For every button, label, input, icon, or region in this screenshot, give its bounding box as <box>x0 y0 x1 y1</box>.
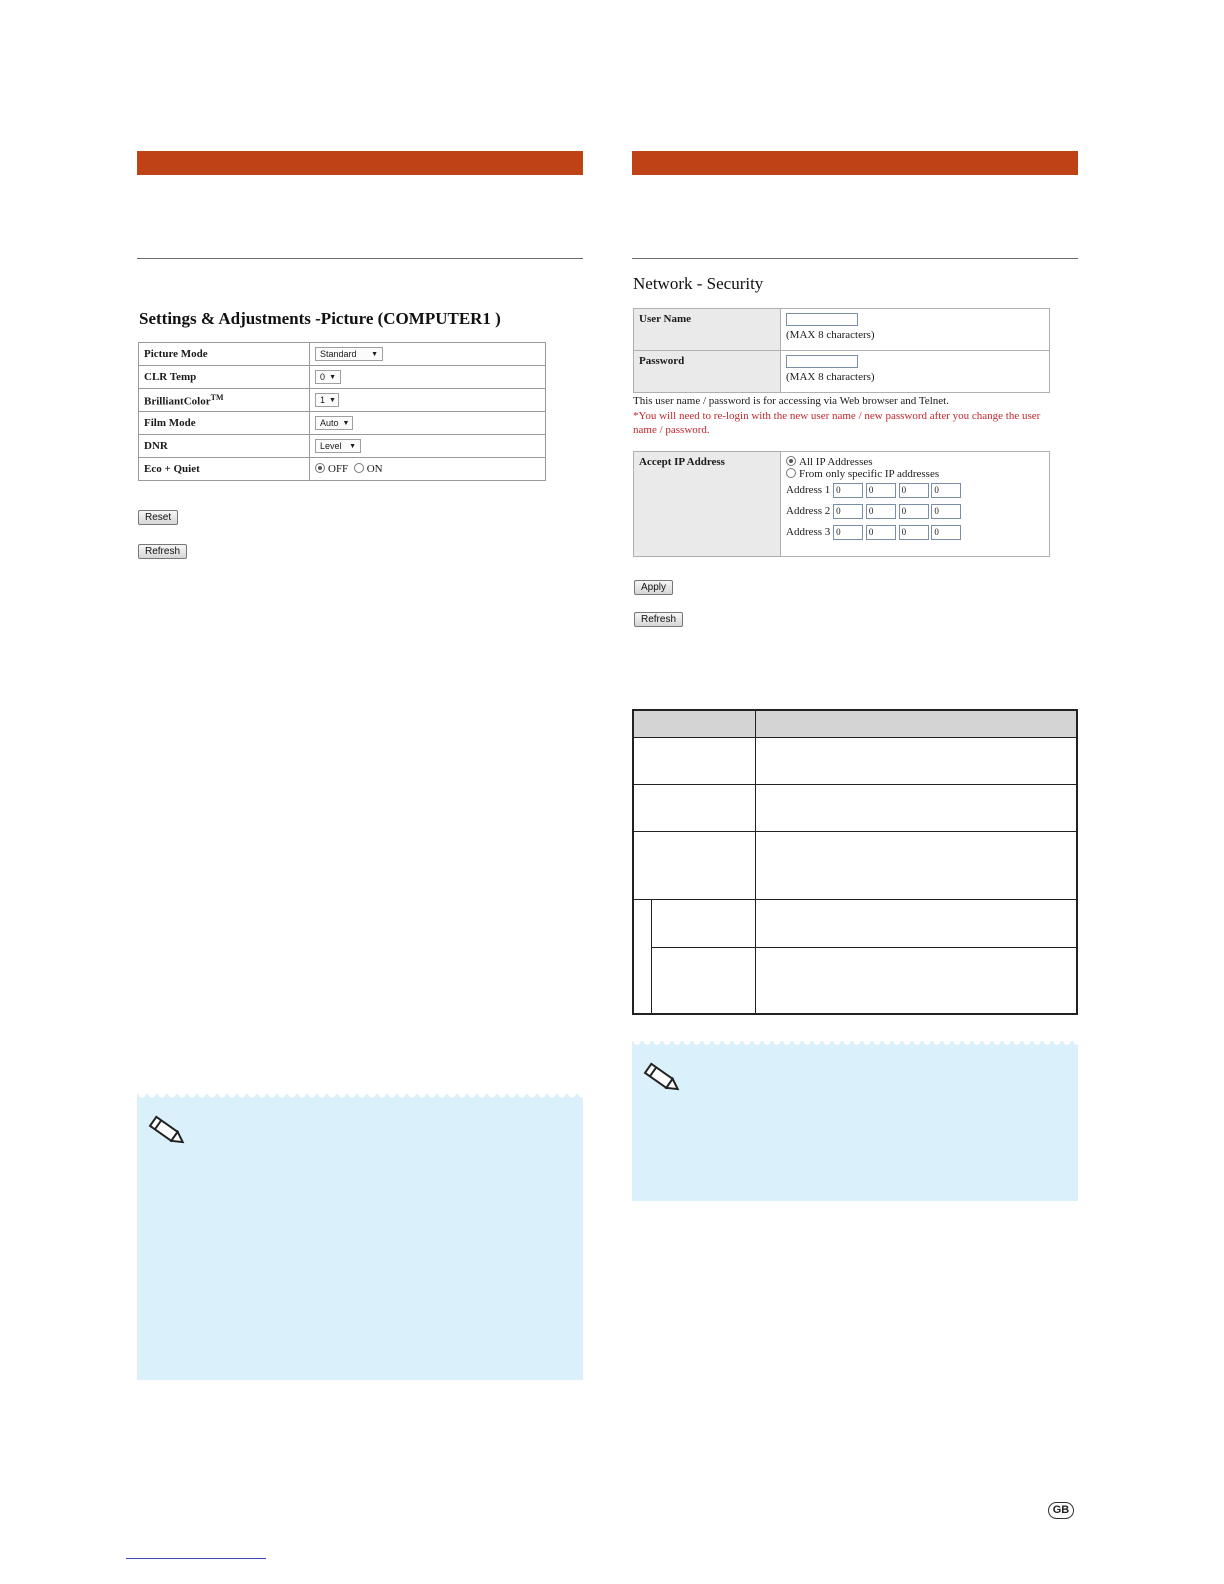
table-row <box>139 389 546 412</box>
table-row <box>634 351 1050 393</box>
description-grid <box>632 709 1078 1015</box>
refresh-button-right[interactable]: Refresh <box>634 612 683 627</box>
film-mode-value: Auto <box>320 418 339 428</box>
picture-mode-value: Standard <box>320 349 357 359</box>
credentials-info-text: This user name / password is for accessing via Web browser and Telnet. <box>633 395 949 407</box>
pencil-note-icon <box>144 1112 188 1150</box>
pencil-note-icon <box>639 1059 683 1097</box>
clr-temp-select[interactable] <box>315 370 341 384</box>
brilliantcolor-value: 1 <box>320 395 326 405</box>
ip-octet-input[interactable]: 0 <box>931 504 961 519</box>
security-page-title: Network - Security <box>633 274 764 293</box>
password-hint: (MAX 8 characters) <box>786 371 875 383</box>
table-row <box>634 309 1050 351</box>
eco-on-option[interactable]: ON <box>354 463 383 475</box>
radio-selected-icon <box>786 456 796 466</box>
ip-octet-input[interactable]: 0 <box>833 525 863 540</box>
user-name-input[interactable] <box>786 313 858 326</box>
ip-octet-input[interactable]: 0 <box>866 483 896 498</box>
ip-octet-input[interactable]: 0 <box>931 483 961 498</box>
footer-underline <box>126 1558 266 1559</box>
brilliantcolor-select[interactable] <box>315 393 339 407</box>
address-row <box>786 480 1044 501</box>
password-input[interactable] <box>786 355 858 368</box>
table-row <box>139 366 546 389</box>
password-label: Password <box>634 351 781 393</box>
ip-octet-input[interactable]: 0 <box>931 525 961 540</box>
ip-octet-input[interactable]: 0 <box>899 504 929 519</box>
picture-page-title: Settings & Adjustments -Picture (COMPUTER1 ) <box>139 309 501 328</box>
film-mode-label: Film Mode <box>139 412 310 435</box>
clr-temp-value: 0 <box>320 372 326 382</box>
eco-quiet-label: Eco + Quiet <box>139 458 310 481</box>
divider-left <box>137 258 583 259</box>
film-mode-select[interactable] <box>315 416 353 430</box>
user-name-hint: (MAX 8 characters) <box>786 329 875 341</box>
radio-empty-icon <box>354 463 364 473</box>
dnr-select[interactable] <box>315 439 361 453</box>
chevron-down-icon: ▼ <box>349 442 356 450</box>
picture-settings-table <box>138 342 546 481</box>
chevron-down-icon: ▼ <box>342 419 350 427</box>
ip-octet-input[interactable]: 0 <box>866 525 896 540</box>
table-row <box>139 343 546 366</box>
chevron-down-icon: ▼ <box>329 373 336 381</box>
eco-off-option[interactable]: OFF <box>315 463 348 475</box>
specific-ip-option[interactable]: From only specific IP addresses <box>786 468 1044 480</box>
radio-empty-icon <box>786 468 796 478</box>
address-label: Address 3 <box>786 526 831 538</box>
table-row <box>139 435 546 458</box>
address-row <box>786 522 1044 543</box>
radio-selected-icon <box>315 463 325 473</box>
section-header-bar-left <box>137 151 583 175</box>
refresh-button-left[interactable]: Refresh <box>138 544 187 559</box>
dnr-value: Level <box>320 441 342 451</box>
picture-mode-select[interactable] <box>315 347 383 361</box>
table-row <box>139 412 546 435</box>
credentials-table <box>633 308 1050 393</box>
reset-button[interactable]: Reset <box>138 510 178 525</box>
section-header-bar-right <box>632 151 1078 175</box>
note-box-right <box>632 1041 1078 1201</box>
dnr-label: DNR <box>139 435 310 458</box>
ip-octet-input[interactable]: 0 <box>833 504 863 519</box>
relogin-warning-text: *You will need to re-login with the new user name / new password after you change the user name / password. <box>633 409 1041 436</box>
brilliantcolor-label: BrilliantColor <box>144 395 211 408</box>
trademark-sup: TM <box>210 392 224 402</box>
grid-header-row <box>634 711 1076 738</box>
chevron-down-icon: ▼ <box>329 396 336 404</box>
apply-button[interactable]: Apply <box>634 580 673 595</box>
ip-octet-input[interactable]: 0 <box>833 483 863 498</box>
accept-ip-label: Accept IP Address <box>634 452 781 557</box>
ip-octet-input[interactable]: 0 <box>899 525 929 540</box>
user-name-label: User Name <box>634 309 781 351</box>
note-box-left <box>137 1094 583 1380</box>
table-row <box>139 458 546 481</box>
ip-octet-input[interactable]: 0 <box>866 504 896 519</box>
address-row <box>786 501 1044 522</box>
region-badge: GB <box>1048 1502 1074 1519</box>
address-label: Address 2 <box>786 505 831 517</box>
clr-temp-label: CLR Temp <box>139 366 310 389</box>
ip-octet-input[interactable]: 0 <box>899 483 929 498</box>
address-label: Address 1 <box>786 484 831 496</box>
accept-ip-table <box>633 451 1050 557</box>
table-row <box>634 452 1050 557</box>
chevron-down-icon: ▼ <box>371 350 378 358</box>
all-ip-option[interactable]: All IP Addresses <box>786 456 1044 468</box>
divider-right <box>632 258 1078 259</box>
picture-mode-label: Picture Mode <box>139 343 310 366</box>
